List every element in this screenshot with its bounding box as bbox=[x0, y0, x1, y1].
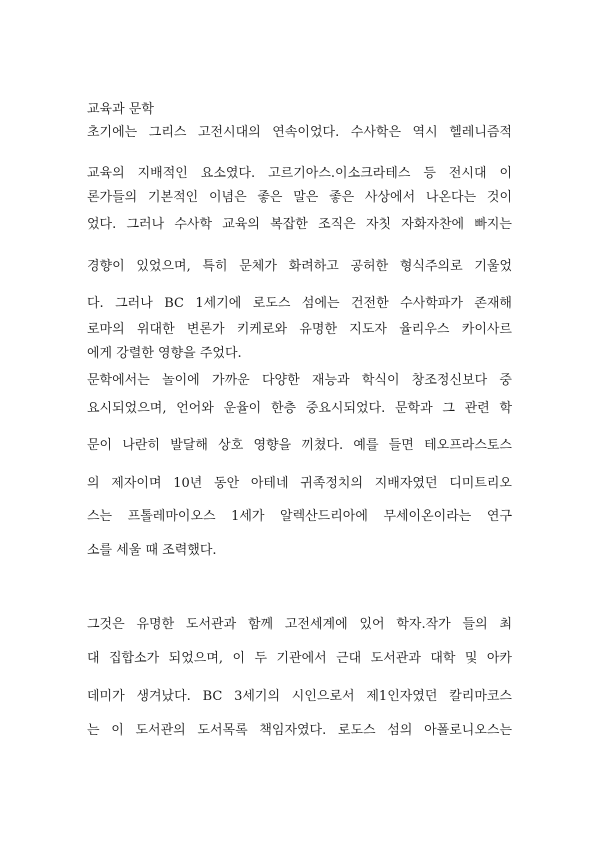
text-line: 대 집합소가 되었으며, 이 두 기관에서 근대 도서관과 대학 및 아카 bbox=[87, 651, 512, 666]
text-line: 스는 프톨레마이오스 1세가 알렉산드리아에 무세이온이라는 연구 bbox=[87, 509, 512, 524]
text-line: 는 이 도서관의 도서목록 책임자였다. 로도스 섬의 아폴로니오스는 bbox=[87, 723, 512, 738]
text-line: 다. 그러나 BC 1세기에 로도스 섬에는 건전한 수사학파가 존재해 bbox=[87, 296, 512, 311]
text-line: 데미가 생겨났다. BC 3세기의 시인으로서 제1인자였던 칼리마코스 bbox=[87, 689, 512, 704]
text-line: 론가들의 기본적인 이념은 좋은 말은 좋은 사상에서 나온다는 것이 bbox=[87, 190, 512, 205]
section-heading: 교육과 문학 bbox=[87, 102, 154, 117]
text-line: 로마의 위대한 변론가 키케로와 유명한 지도자 율리우스 카이사르 bbox=[87, 322, 512, 337]
text-line: 초기에는 그리스 고전시대의 연속이었다. 수사학은 역시 헬레니즘적 bbox=[87, 125, 512, 140]
text-line: 문학에서는 놀이에 가까운 다양한 재능과 학식이 창조정신보다 중 bbox=[87, 373, 512, 388]
text-line: 교육의 지배적인 요소였다. 고르기아스.이소크라테스 등 전시대 이 bbox=[87, 166, 512, 181]
text-line: 의 제자이며 10년 동안 아테네 귀족정치의 지배자였던 디미트리오 bbox=[87, 476, 512, 491]
text-line: 그것은 유명한 도서관과 함께 고전세계에 있어 학자.작가 들의 최 bbox=[87, 617, 512, 632]
text-line: 요시되었으며, 언어와 운율이 한층 중요시되었다. 문학과 그 관련 학 bbox=[87, 401, 512, 416]
text-line: 에게 강렬한 영향을 주었다. bbox=[87, 346, 242, 361]
text-line: 경향이 있었으며, 특히 문체가 화려하고 공허한 형식주의로 기울었 bbox=[87, 259, 512, 274]
text-line: 소를 세울 때 조력했다. bbox=[87, 543, 217, 558]
text-line: 문이 나란히 발달해 상호 영향을 끼쳤다. 예를 들면 테오프라스토스 bbox=[87, 438, 512, 453]
text-line: 었다. 그러나 수사학 교육의 복잡한 조직은 자칫 자화자찬에 빠지는 bbox=[87, 217, 512, 232]
